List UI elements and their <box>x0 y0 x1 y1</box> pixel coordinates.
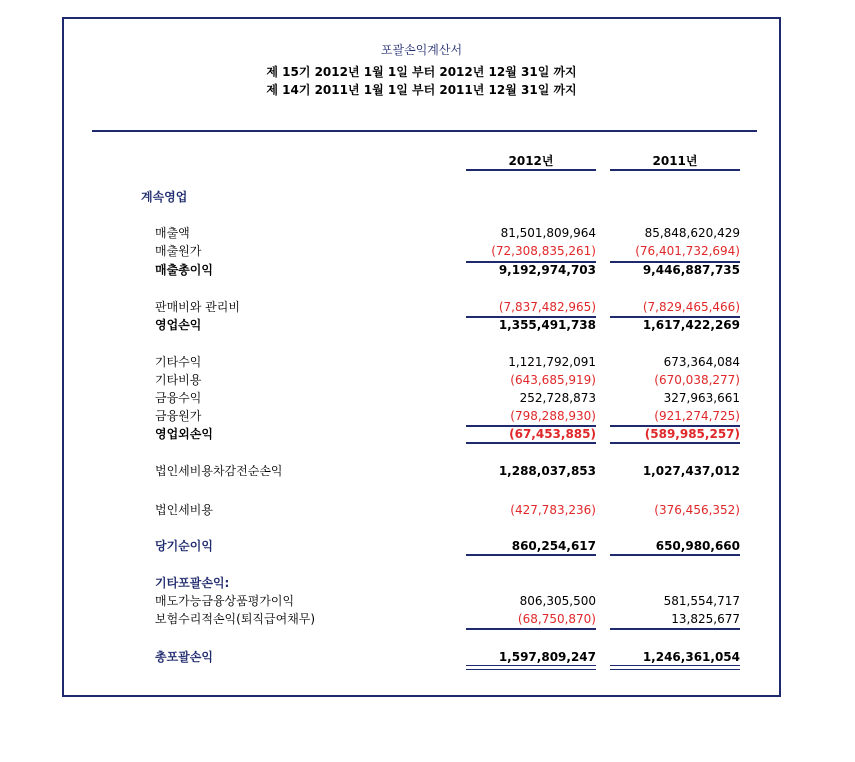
value-2012: (427,783,236) <box>510 503 596 517</box>
value-2012: (643,685,919) <box>510 373 596 387</box>
row-tax <box>64 501 779 519</box>
row-label: 금융수익 <box>155 391 202 405</box>
row-non-operating <box>64 425 779 443</box>
row-label: 영업손익 <box>155 318 202 332</box>
row-label: 기타수익 <box>155 355 202 369</box>
value-2012: 806,305,500 <box>519 594 596 608</box>
value-2012: 1,597,809,247 <box>498 650 596 664</box>
row-cogs <box>64 242 779 260</box>
section-continuing <box>64 188 779 206</box>
row-label: 금융원가 <box>155 409 202 423</box>
section-label: 계속영업 <box>141 190 188 204</box>
value-2012: (7,837,482,965) <box>498 300 596 314</box>
total-double-rule <box>610 665 740 670</box>
value-2011: 9,446,887,735 <box>642 263 740 277</box>
value-2012: 9,192,974,703 <box>498 263 596 277</box>
column-header-2012: 2012년 <box>508 154 554 168</box>
value-2011: 327,963,661 <box>663 391 740 405</box>
value-2012: 1,355,491,738 <box>498 318 596 332</box>
column-header-rule <box>610 169 740 171</box>
section-oci <box>64 574 779 592</box>
row-finance-income <box>64 389 779 407</box>
row-total-comprehensive <box>64 648 779 666</box>
value-2011: (589,985,257) <box>644 427 740 441</box>
row-label: 매출원가 <box>155 244 202 258</box>
row-actuarial <box>64 610 779 628</box>
row-other-income <box>64 353 779 371</box>
value-2011: 13,825,677 <box>671 612 740 626</box>
value-2011: (670,038,277) <box>654 373 740 387</box>
row-operating-income <box>64 316 779 334</box>
value-2011: (376,456,352) <box>654 503 740 517</box>
value-2011: 581,554,717 <box>663 594 740 608</box>
value-2011: 650,980,660 <box>655 539 740 553</box>
header-divider <box>92 130 757 132</box>
period-prior: 제 14기 2011년 1월 1일 부터 2011년 12월 31일 까지 <box>266 83 577 97</box>
row-sales <box>64 224 779 242</box>
row-label: 매출총이익 <box>155 263 213 277</box>
statement-title: 포괄손익계산서 <box>380 43 463 57</box>
value-2012: (798,288,930) <box>510 409 596 423</box>
row-pretax <box>64 462 779 480</box>
subtotal-rule <box>610 554 740 556</box>
row-finance-cost <box>64 407 779 425</box>
row-other-expense <box>64 371 779 389</box>
subtotal-rule <box>466 554 596 556</box>
row-label: 법인세비용차감전순손익 <box>155 464 283 478</box>
row-label: 당기순이익 <box>155 539 213 553</box>
row-label: 법인세비용 <box>155 503 213 517</box>
value-2011: 673,364,084 <box>663 355 740 369</box>
row-label: 영업외손익 <box>155 427 213 441</box>
value-2011: (76,401,732,694) <box>635 244 740 258</box>
value-2011: 1,027,437,012 <box>642 464 740 478</box>
statement-frame <box>62 17 781 697</box>
row-label: 판매비와 관리비 <box>155 300 240 314</box>
subtotal-rule <box>610 442 740 444</box>
column-header-2011: 2011년 <box>652 154 698 168</box>
row-label: 총포괄손익 <box>155 650 213 664</box>
row-label: 매도가능금융상품평가이익 <box>155 594 295 608</box>
value-2012: (67,453,885) <box>509 427 596 441</box>
subtotal-rule <box>466 442 596 444</box>
value-2012: 252,728,873 <box>519 391 596 405</box>
row-label: 보험수리적손익(퇴직급여채무) <box>155 612 316 626</box>
value-2011: 1,617,422,269 <box>642 318 740 332</box>
subtotal-rule <box>466 628 596 630</box>
subtotal-rule <box>610 628 740 630</box>
value-2011: (7,829,465,466) <box>642 300 740 314</box>
row-label: 기타비용 <box>155 373 202 387</box>
value-2012: 81,501,809,964 <box>500 226 596 240</box>
value-2012: 860,254,617 <box>511 539 596 553</box>
section-label: 기타포괄손익: <box>155 576 230 590</box>
row-sga <box>64 298 779 316</box>
value-2012: 1,288,037,853 <box>498 464 596 478</box>
row-net-income <box>64 537 779 555</box>
total-double-rule <box>466 665 596 670</box>
row-label: 매출액 <box>155 226 190 240</box>
value-2011: 1,246,361,054 <box>642 650 740 664</box>
value-2012: (72,308,835,261) <box>491 244 596 258</box>
value-2011: (921,274,725) <box>654 409 740 423</box>
value-2012: (68,750,870) <box>517 612 596 626</box>
value-2012: 1,121,792,091 <box>508 355 596 369</box>
period-current: 제 15기 2012년 1월 1일 부터 2012년 12월 31일 까지 <box>266 65 577 79</box>
column-header-rule <box>466 169 596 171</box>
value-2011: 85,848,620,429 <box>644 226 740 240</box>
row-afs-gain <box>64 592 779 610</box>
row-gross-profit <box>64 261 779 279</box>
